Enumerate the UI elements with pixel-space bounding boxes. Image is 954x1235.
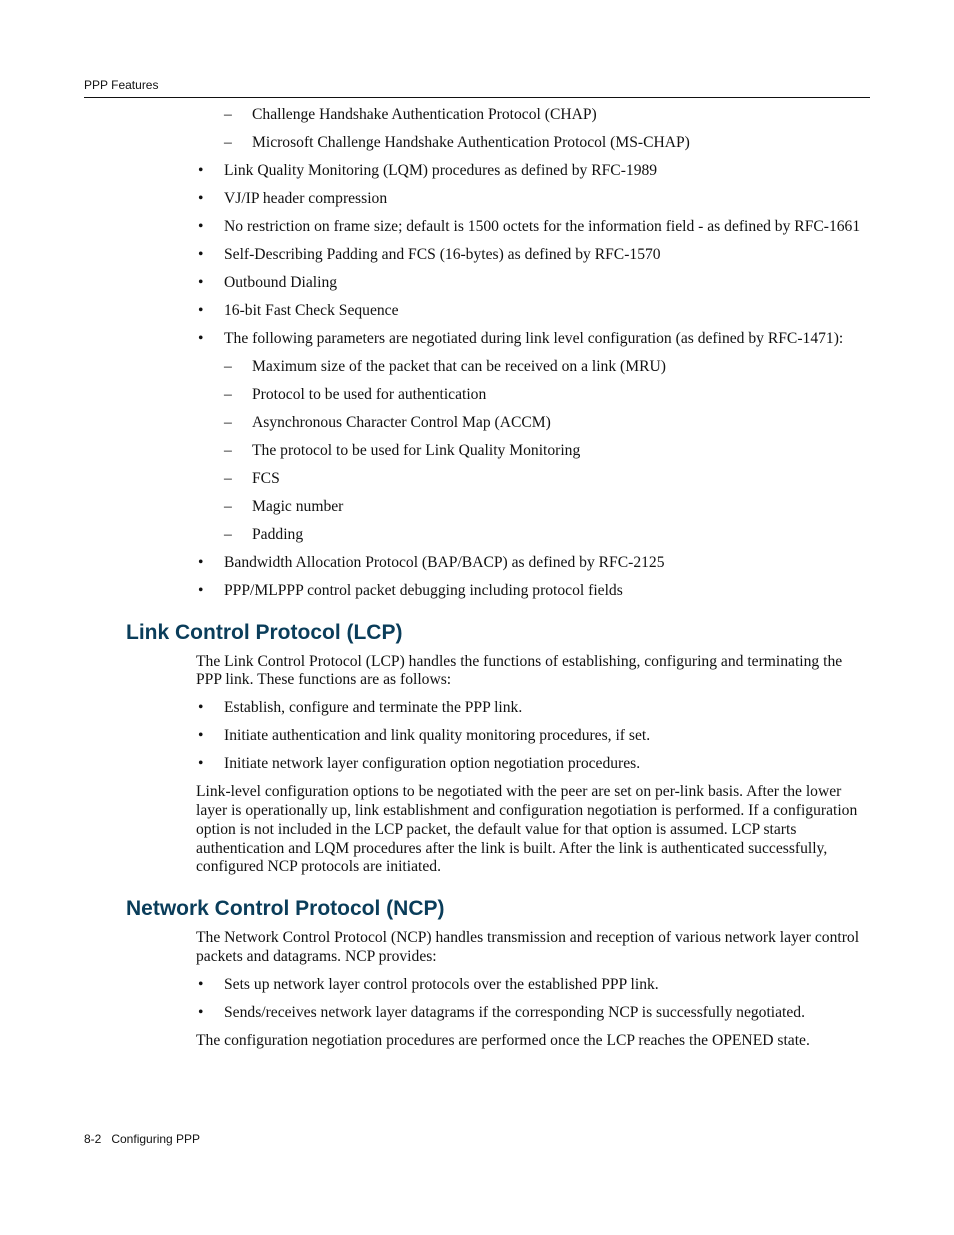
page-content (0, 106, 954, 1060)
list-item (198, 727, 870, 746)
dash-marker: – (224, 497, 232, 515)
list-item-text: Bandwidth Allocation Protocol (BAP/BACP) as defined by RFC-2125 (224, 553, 665, 571)
list-item (198, 217, 870, 237)
list-item (198, 301, 870, 321)
bullet-marker: • (198, 727, 204, 745)
sub-list-item (224, 469, 870, 489)
sub-list-item (224, 133, 870, 153)
bullet-marker: • (198, 755, 204, 773)
list-item-text: FCS (252, 469, 280, 487)
list-item-text: Self-Describing Padding and FCS (16-bytes) as defined by RFC-1570 (224, 245, 661, 263)
dash-marker: – (224, 525, 232, 543)
list-item-text: No restriction on frame size; default is 1500 octets for the information field - as defined by RFC-1661 (224, 217, 861, 235)
list-item-text: Outbound Dialing (224, 273, 338, 291)
sub-list-item (224, 413, 870, 433)
list-item (198, 189, 870, 209)
bullet-marker: • (198, 245, 204, 263)
list-item-text: Establish, configure and terminate the PPP link. (224, 699, 523, 717)
list-item (198, 976, 870, 995)
sub-list-item (224, 357, 870, 377)
page-footer (84, 1132, 200, 1146)
list-item-text: Link Quality Monitoring (LQM) procedures as defined by RFC-1989 (224, 161, 658, 179)
list-item-text: VJ/IP header compression (224, 189, 388, 207)
list-item-text: Asynchronous Character Control Map (ACCM) (252, 413, 551, 431)
list-item-text: The following parameters are negotiated during link level configuration (as defined by RFC-1471): (224, 329, 844, 347)
dash-marker: – (224, 469, 232, 487)
sub-list-item (224, 441, 870, 461)
header-rule (84, 97, 870, 98)
sub-list-item (224, 497, 870, 517)
chapter-title: Configuring PPP (111, 1132, 201, 1146)
list-item (198, 245, 870, 265)
bullet-marker: • (198, 581, 204, 599)
list-item-text: Padding (252, 525, 304, 543)
sub-list-item (224, 525, 870, 545)
list-item-text: Sets up network layer control protocols over the established PPP link. (224, 976, 659, 994)
bullet-marker: • (198, 329, 204, 347)
dash-marker: – (224, 133, 232, 151)
list-item-text: 16-bit Fast Check Sequence (224, 301, 399, 319)
list-item-text: Initiate network layer configuration option negotiation procedures. (224, 755, 641, 773)
bullet-marker: • (198, 161, 204, 179)
list-item (198, 1004, 870, 1023)
list-item (198, 161, 870, 181)
list-item (198, 273, 870, 293)
sub-list-item (224, 385, 870, 405)
list-item-text: Magic number (252, 497, 344, 515)
list-item-text: Sends/receives network layer datagrams if the corresponding NCP is successfully negotiated. (224, 1004, 805, 1022)
bullet-marker: • (198, 553, 204, 571)
list-item-text: The protocol to be used for Link Quality Monitoring (252, 441, 581, 459)
list-item (198, 553, 870, 573)
running-header: PPP Features (84, 78, 159, 92)
feature-list (0, 106, 954, 601)
list-item (198, 699, 870, 718)
bullet-marker: • (198, 976, 204, 994)
ncp-intro: The Network Control Protocol (NCP) handles transmission and reception of various network layer control packets and datagrams. NCP provides: (196, 929, 860, 966)
ncp-body: The configuration negotiation procedures are performed once the LCP reaches the OPENED state. (196, 1032, 810, 1049)
sub-list-item (224, 106, 870, 125)
bullet-marker: • (198, 1004, 204, 1022)
list-item-text: Initiate authentication and link quality monitoring procedures, if set. (224, 727, 651, 745)
bullet-marker: • (198, 273, 204, 291)
lcp-heading: Link Control Protocol (LCP) (126, 620, 403, 644)
list-item-text: PPP/MLPPP control packet debugging including protocol fields (224, 581, 623, 599)
list-item-text: Microsoft Challenge Handshake Authentication Protocol (MS-CHAP) (252, 133, 690, 151)
list-item (198, 755, 870, 774)
bullet-marker: • (198, 189, 204, 207)
dash-marker: – (224, 441, 232, 459)
list-item (198, 329, 870, 349)
dash-marker: – (224, 106, 232, 123)
ncp-bullet-list (0, 976, 954, 1023)
list-item (198, 581, 870, 601)
bullet-marker: • (198, 301, 204, 319)
page-number: 8-2 (84, 1132, 102, 1146)
ncp-heading: Network Control Protocol (NCP) (126, 897, 445, 921)
list-item-text: Maximum size of the packet that can be received on a link (MRU) (252, 357, 666, 375)
list-item-text: Challenge Handshake Authentication Protocol (CHAP) (252, 106, 597, 123)
dash-marker: – (224, 413, 232, 431)
dash-marker: – (224, 385, 232, 403)
lcp-bullet-list (0, 699, 954, 774)
bullet-marker: • (198, 699, 204, 717)
lcp-intro: The Link Control Protocol (LCP) handles the functions of establishing, configuring and terminating the PPP link. These functions are as follows: (196, 652, 843, 689)
bullet-marker: • (198, 217, 204, 235)
dash-marker: – (224, 357, 232, 375)
list-item-text: Protocol to be used for authentication (252, 385, 487, 403)
lcp-body: Link-level configuration options to be negotiated with the peer are set on per-link basis. After the lower layer is operationally up, link establishment and configuration negotiation is performed. If a configuration option is not included in the LCP packet, the default value for that option is assumed. LCP starts authentication and LQM procedures after the link is built. After the link is authenticated successfully, configured NCP protocols are initiated. (196, 783, 858, 876)
